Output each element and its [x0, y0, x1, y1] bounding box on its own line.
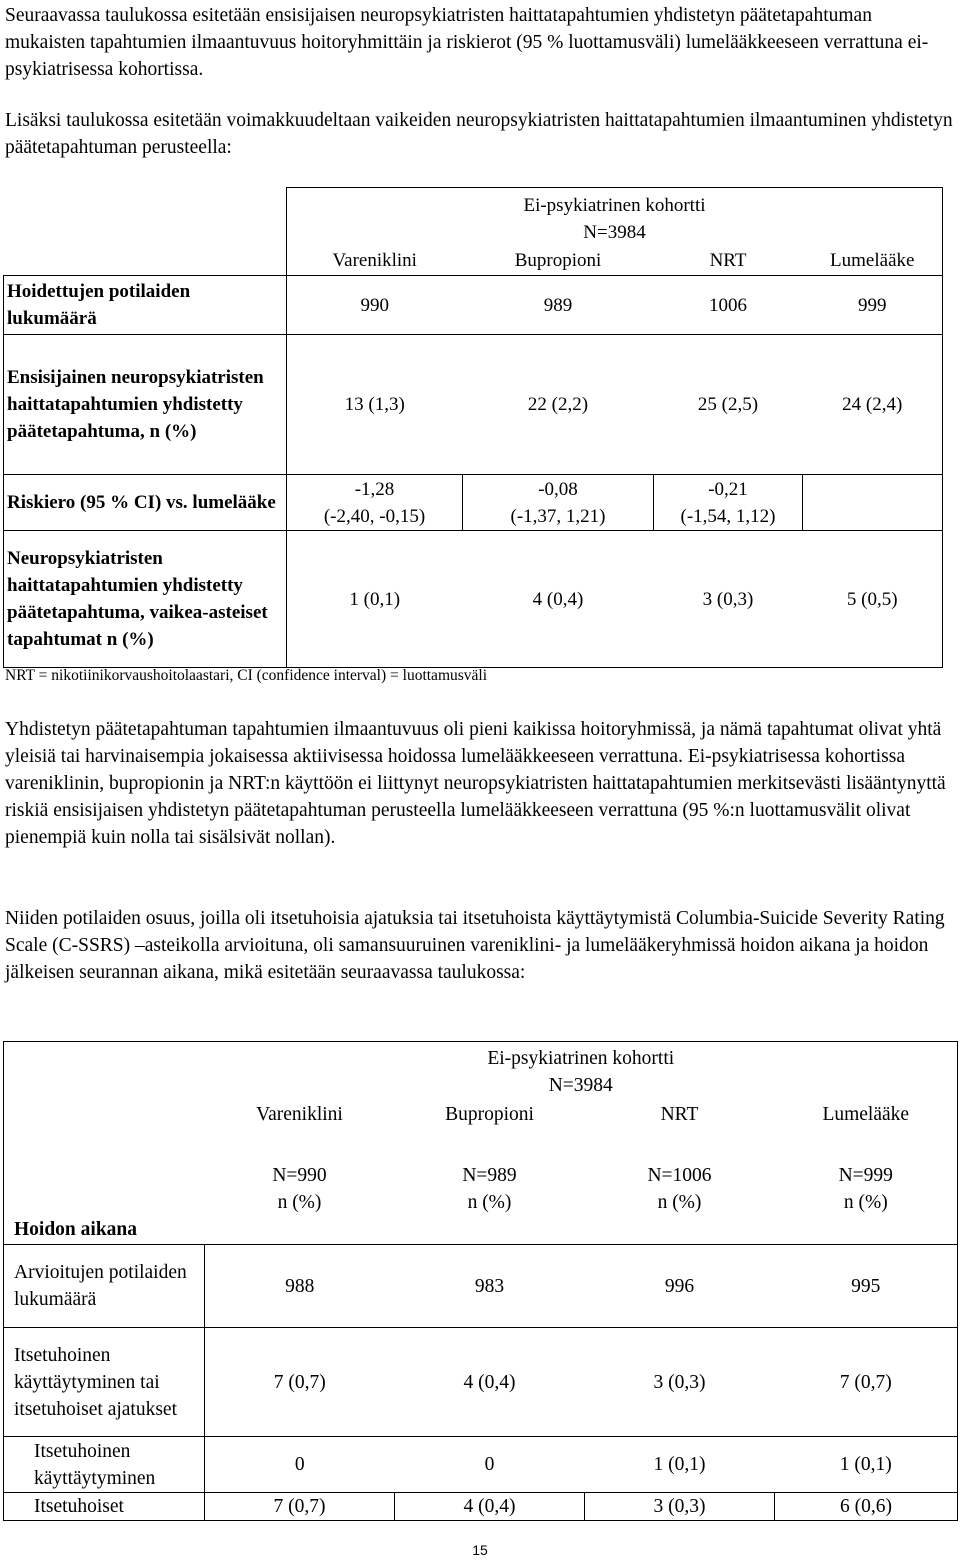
table2-col-header: Vareniklini	[256, 1103, 343, 1125]
table2-spacer	[585, 1216, 775, 1245]
table2-cell: 7 (0,7)	[205, 1493, 395, 1521]
table2-col-header: Bupropioni	[445, 1103, 534, 1125]
table2-n-header	[205, 1129, 395, 1216]
body-paragraph-1: Yhdistetyn päätetapahtuman tapahtumien ilmaantuvuus oli pieni kaikissa hoitoryhmissä, ja nämä tapahtumat olivat yhtä yleisiä tai harvinaisempia jokaisessa aktiivisessa hoidossa lumelääkkeeseen verrattuna. Ei-psykiatrisessa kohortissa vareniklinin, bupropionin ja NRT:n käyttöön ei liittynyt neuropsykiatristen haittatapahtumien merkitsevästi lisääntynyttä riskiä ensisijaisen yhdistetyn päätetapahtuman perusteella lumelääkkeeseen verrattuna (95 %:n luottamusvälit olivat pienempiä kuin nolla tai sisälsivät nollan).	[5, 719, 946, 848]
intro-paragraph-2: Lisäksi taulukossa esitetään voimakkuudeltaan vaikeiden neuropsykiatristen haittatapahtumien ilmaantuminen yhdistetyn päätetapahtuman perusteella:	[5, 110, 953, 158]
table1-cell-ci: (-1,54, 1,12)	[680, 505, 776, 527]
table2-cell: 6 (0,6)	[775, 1493, 958, 1521]
table1-corner	[4, 188, 287, 247]
table2-n-value: N=989	[462, 1164, 517, 1186]
table1-row-label: Ensisijainen neuropsykiatristen haittatapahtumien yhdistetty päätetapahtuma, n (%)	[4, 335, 287, 475]
table1-cell: 1006	[654, 276, 803, 335]
table1-cell: 989	[463, 276, 654, 335]
table1-row-label: Neuropsykiatristen haittatapahtumien yhdistetty päätetapahtuma, vaikea-asteiset tapahtumat n (%)	[4, 531, 287, 668]
table2-col-header: Lumelääke	[775, 1100, 958, 1129]
table2-cohort-header	[205, 1042, 958, 1100]
table2-row-label: Itsetuhoiset	[4, 1493, 205, 1521]
table1-col-header: Vareniklini	[287, 247, 463, 276]
table1-cell: 990	[287, 276, 463, 335]
table-row	[4, 1437, 958, 1493]
table1-cell-ci: (-1,37, 1,21)	[510, 505, 606, 527]
table2-cell: 3 (0,3)	[585, 1493, 775, 1521]
table1-cell: 1 (0,1)	[287, 531, 463, 668]
table2-n-header	[775, 1129, 958, 1216]
table2-cell: 4 (0,4)	[395, 1493, 585, 1521]
table2-cell: 988	[205, 1245, 395, 1328]
table1-corner-2	[4, 247, 287, 276]
table1-row-label: Hoidettujen potilaiden lukumäärä	[4, 276, 287, 335]
table-row	[4, 475, 943, 531]
table2-cell: 1 (0,1)	[585, 1437, 775, 1493]
table1-cohort-name: Ei-psykiatrinen kohortti	[523, 195, 706, 217]
table1-col-header: Lumelääke	[803, 247, 943, 276]
table1-cell-ci: (-2,40, -0,15)	[323, 505, 426, 527]
table2-row-label: Itsetuhoinen käyttäytyminen	[4, 1437, 205, 1493]
table2-corner-2	[4, 1100, 205, 1129]
table2-n-pct: n (%)	[843, 1191, 888, 1213]
table1-cell: 24 (2,4)	[803, 335, 943, 475]
table-row	[4, 531, 943, 668]
page-number: 15	[472, 1542, 488, 1558]
table2-row-label: Arvioitujen potilaiden lukumäärä	[4, 1245, 205, 1328]
table2-cell: 996	[585, 1245, 775, 1328]
table2-n-pct: n (%)	[467, 1191, 512, 1213]
table2-spacer	[395, 1216, 585, 1245]
table1-cell: 25 (2,5)	[654, 335, 803, 475]
table2-spacer	[205, 1216, 395, 1245]
table1-cell-value: -0,08	[538, 478, 578, 500]
table1-cell-value: -1,28	[354, 478, 395, 500]
table2-n-header	[395, 1129, 585, 1216]
table1-cohort-header	[287, 188, 943, 247]
table1-footnote: NRT = nikotiinikorvaushoitolaastari, CI (confidence interval) = luottamusväli	[5, 667, 488, 684]
table2-cell: 3 (0,3)	[585, 1328, 775, 1437]
table-row	[4, 335, 943, 475]
table2-col-header: NRT	[660, 1103, 699, 1125]
table2-n-value: N=999	[838, 1164, 893, 1186]
table1-col-header: NRT	[654, 247, 803, 276]
table2-cell: 7 (0,7)	[775, 1328, 958, 1437]
table2-n-value: N=1006	[647, 1164, 712, 1186]
table2-spacer	[775, 1216, 958, 1245]
table-2	[3, 1041, 958, 1521]
table-row	[4, 276, 943, 335]
table2-cell: 983	[395, 1245, 585, 1328]
table1-cell	[654, 475, 803, 531]
table-row	[4, 1328, 958, 1437]
table2-cell: 1 (0,1)	[775, 1437, 958, 1493]
body-paragraph-2: Niiden potilaiden osuus, joilla oli itsetuhoisia ajatuksia tai itsetuhoista käyttäytymistä Columbia-Suicide Severity Rating Scale (C-SSRS) –asteikolla arvioituna, oli samansuuruinen vareniklini- ja lumelääkeryhmissä hoidon aikana ja hoidon jälkeisen seurannan aikana, mikä esitetään seuraavassa taulukossa:	[5, 908, 945, 983]
table1-cell	[463, 475, 654, 531]
table2-cohort-n: N=3984	[548, 1074, 613, 1096]
table-1	[3, 187, 943, 668]
table2-corner	[4, 1042, 205, 1100]
table1-cell-value: -0,21	[708, 478, 748, 500]
table2-row-label: Itsetuhoinen käyttäytyminen tai itsetuhoiset ajatukset	[4, 1328, 205, 1437]
table1-row-label: Riskiero (95 % CI) vs. lumelääke	[4, 475, 287, 531]
table2-n-pct: n (%)	[657, 1191, 702, 1213]
table2-n-pct: n (%)	[277, 1191, 322, 1213]
table1-cell	[287, 475, 463, 531]
table2-cell: 4 (0,4)	[395, 1328, 585, 1437]
table1-cell: 4 (0,4)	[463, 531, 654, 668]
table2-corner-3	[4, 1129, 205, 1216]
table2-cell: 0	[205, 1437, 395, 1493]
table1-cell: 3 (0,3)	[654, 531, 803, 668]
table2-cell: 7 (0,7)	[205, 1328, 395, 1437]
table1-cell: 5 (0,5)	[803, 531, 943, 668]
table1-cell	[803, 475, 943, 531]
table1-cohort-n: N=3984	[583, 222, 646, 244]
table1-col-header: Bupropioni	[463, 247, 654, 276]
table2-section-label: Hoidon aikana	[4, 1216, 205, 1245]
table2-cell: 995	[775, 1245, 958, 1328]
table-row	[4, 1493, 958, 1521]
table2-n-header	[585, 1129, 775, 1216]
table1-cell: 13 (1,3)	[287, 335, 463, 475]
table2-cohort-name: Ei-psykiatrinen kohortti	[487, 1047, 675, 1069]
intro-paragraph-1: Seuraavassa taulukossa esitetään ensisijaisen neuropsykiatristen haittatapahtumien yhdistetyn päätetapahtuman mukaisten tapahtumien ilmaantuvuus hoitoryhmittäin ja riskierot (95 % luottamusväli) lumelääkkeeseen verrattuna ei-psykiatrisessa kohortissa.	[5, 5, 929, 80]
table2-n-value: N=990	[272, 1164, 327, 1186]
table1-cell: 999	[803, 276, 943, 335]
table-row	[4, 1245, 958, 1328]
table2-cell: 0	[395, 1437, 585, 1493]
table1-cell: 22 (2,2)	[463, 335, 654, 475]
